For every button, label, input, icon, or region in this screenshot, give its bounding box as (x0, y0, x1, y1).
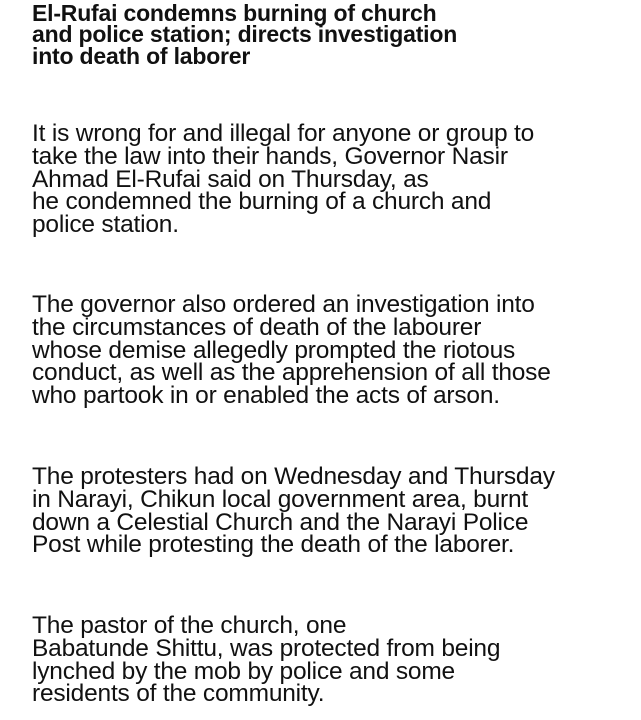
paragraph-line: the circumstances of death of the labourer (32, 313, 482, 341)
paragraph-line: down a Celestial Church and the Narayi Police (32, 508, 529, 536)
paragraph-line: Babatunde Shittu, was protected from being (32, 634, 501, 662)
paragraph-line: Post while protesting the death of the laborer. (32, 531, 515, 559)
paragraph-4 (32, 612, 632, 708)
paragraph-line: whose demise allegedly prompted the riotous (32, 336, 516, 364)
paragraph-line: The pastor of the church, one (32, 612, 347, 640)
paragraph-line: The protesters had on Wednesday and Thursday (32, 462, 555, 490)
paragraph-line: who partook in or enabled the acts of arson. (32, 382, 500, 410)
paragraph-1 (32, 120, 632, 239)
paragraph-line: The governor also ordered an investigation into (32, 291, 535, 319)
paragraph-line: It is wrong for and illegal for anyone or group to (32, 120, 535, 148)
paragraph-line: Ahmad El-Rufai said on Thursday, as (32, 165, 429, 193)
paragraph-line: take the law into their hands, Governor Nasir (32, 142, 508, 170)
paragraph-line: lynched by the mob by police and some (32, 657, 455, 685)
paragraph-line: in Narayi, Chikun local government area, burnt (32, 485, 529, 513)
paragraph-line: residents of the community. (32, 680, 325, 708)
article (32, 0, 632, 706)
paragraph-line: he condemned the burning of a church and (32, 188, 492, 216)
headline-line: and police station; directs investigation (32, 21, 458, 48)
paragraph-line: police station. (32, 211, 179, 239)
paragraph-3 (32, 462, 632, 559)
paragraph-line: conduct, as well as the apprehension of all those (32, 359, 551, 387)
headline-line: El-Rufai condemns burning of church (32, 0, 437, 26)
headline (32, 0, 632, 67)
headline-line: into death of laborer (32, 42, 251, 69)
paragraph-2 (32, 291, 632, 410)
